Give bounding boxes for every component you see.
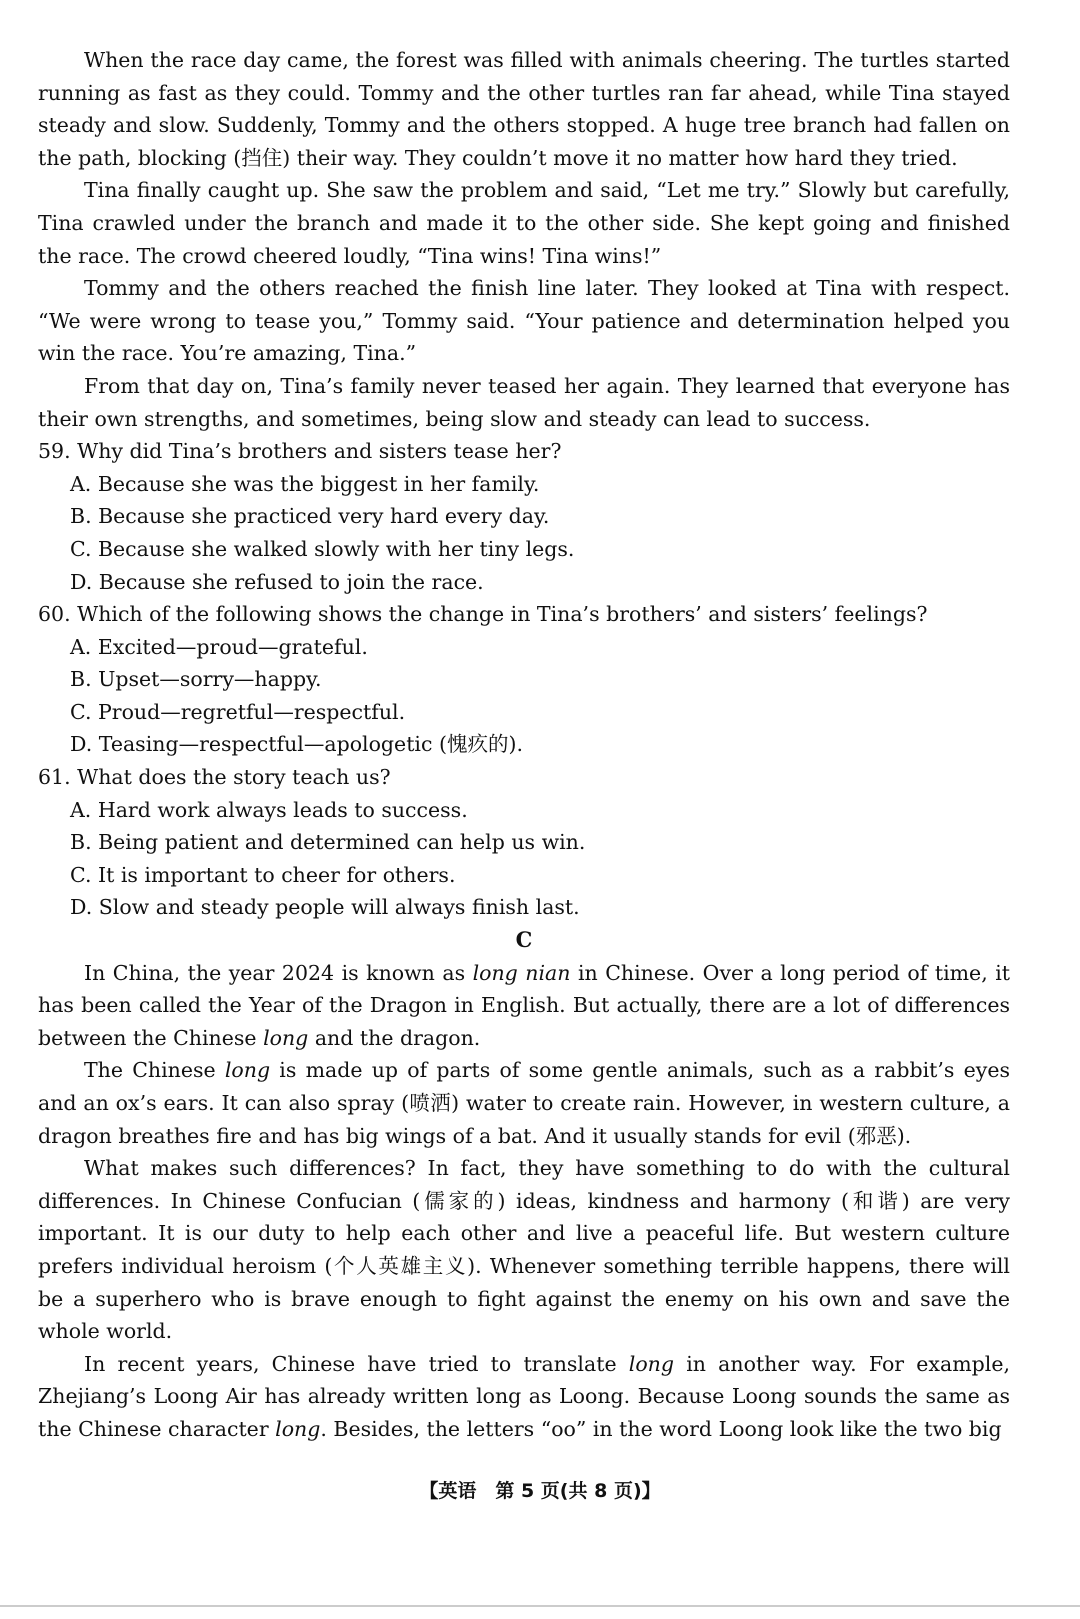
passage-paragraph: Tommy and the others reached the finish line later. They looked at Tina with respect. “We were wrong to tease you,” Tommy said. “Your patience and determination helped you win the race. You’re amazing, Tina.” [38, 276, 1010, 366]
option-a: A. Excited—proud—grateful. [70, 634, 368, 659]
question-61 [38, 761, 1010, 924]
passage-c-paragraph-2: The Chinese long is made up of parts of some gentle animals, such as a rabbit’s eyes and an ox’s ears. It can also spray (喷洒) water to create rain. However, in western culture, a dragon breathes fire and has big wings of a bat. And it usually stands for evil (邪恶). [38, 1058, 1010, 1148]
option-b: B. Because she practiced very hard every day. [70, 504, 550, 529]
passage-paragraph: When the race day came, the forest was filled with animals cheering. The turtles started running as fast as they could. Tommy and the other turtles ran far ahead, while Tina stayed steady and slow. Suddenly, Tommy and the others stopped. A huge tree branch had fallen on the path, blocking (挡住) their way. They couldn’t move it no matter how hard they tried. [38, 48, 1010, 170]
passage-c-paragraph-1: In China, the year 2024 is known as long nian in Chinese. Over a long period of time, it has been called the Year of the Dragon in English. But actually, there are a lot of differences between the Chinese long and the dragon. [38, 960, 1010, 1050]
option-c: C. Proud—regretful—respectful. [70, 699, 406, 724]
option-a: A. Hard work always leads to success. [70, 797, 468, 822]
question-stem: 60. Which of the following shows the change in Tina’s brothers’ and sisters’ feelings? [38, 602, 928, 627]
passage-c-paragraph-4: In recent years, Chinese have tried to translate long in another way. For example, Zhejiang’s Loong Air has already written long as Loong. Because Loong sounds the same as the Chinese character long. Besides, the letters “oo” in the word Loong look like the two big [38, 1351, 1010, 1441]
question-stem: 59. Why did Tina’s brothers and sisters tease her? [38, 439, 562, 464]
passage-c-paragraph-3: What makes such differences? In fact, they have something to do with the cultural differences. In Chinese Confucian (儒家的) ideas, kindness and harmony (和谐) are very important. It is our duty to help each other and live a peaceful life. But western culture prefers individual heroism (个人英雄主义). Whenever something terrible happens, there will be a superhero who is brave enough to fight against the enemy on his own and save the whole world. [38, 1156, 1010, 1344]
option-b: B. Upset—sorry—happy. [70, 667, 322, 692]
passage-paragraph: From that day on, Tina’s family never teased her again. They learned that everyone has their own strengths, and sometimes, being slow and steady can lead to success. [38, 373, 1010, 431]
option-d: D. Slow and steady people will always finish last. [70, 895, 580, 920]
option-a: A. Because she was the biggest in her family. [70, 471, 540, 496]
option-d: D. Because she refused to join the race. [70, 569, 484, 594]
page-footer: 【英语 第 5 页(共 8 页)】 [419, 1480, 661, 1502]
option-d: D. Teasing—respectful—apologetic (愧疚的). [70, 732, 523, 757]
option-c: C. Because she walked slowly with her tiny legs. [70, 536, 575, 561]
page-divider [0, 1605, 1080, 1607]
question-59 [38, 435, 1010, 598]
question-stem: 61. What does the story teach us? [38, 765, 391, 790]
passage-paragraph: Tina finally caught up. She saw the problem and said, “Let me try.” Slowly but carefully, Tina crawled under the branch and made it to the other side. She kept going and finished the race. The crowd cheered loudly, “Tina wins! Tina wins!” [38, 178, 1010, 268]
option-b: B. Being patient and determined can help us win. [70, 830, 586, 855]
question-60 [38, 598, 1010, 761]
section-heading: C [515, 927, 533, 953]
option-c: C. It is important to cheer for others. [70, 862, 456, 887]
